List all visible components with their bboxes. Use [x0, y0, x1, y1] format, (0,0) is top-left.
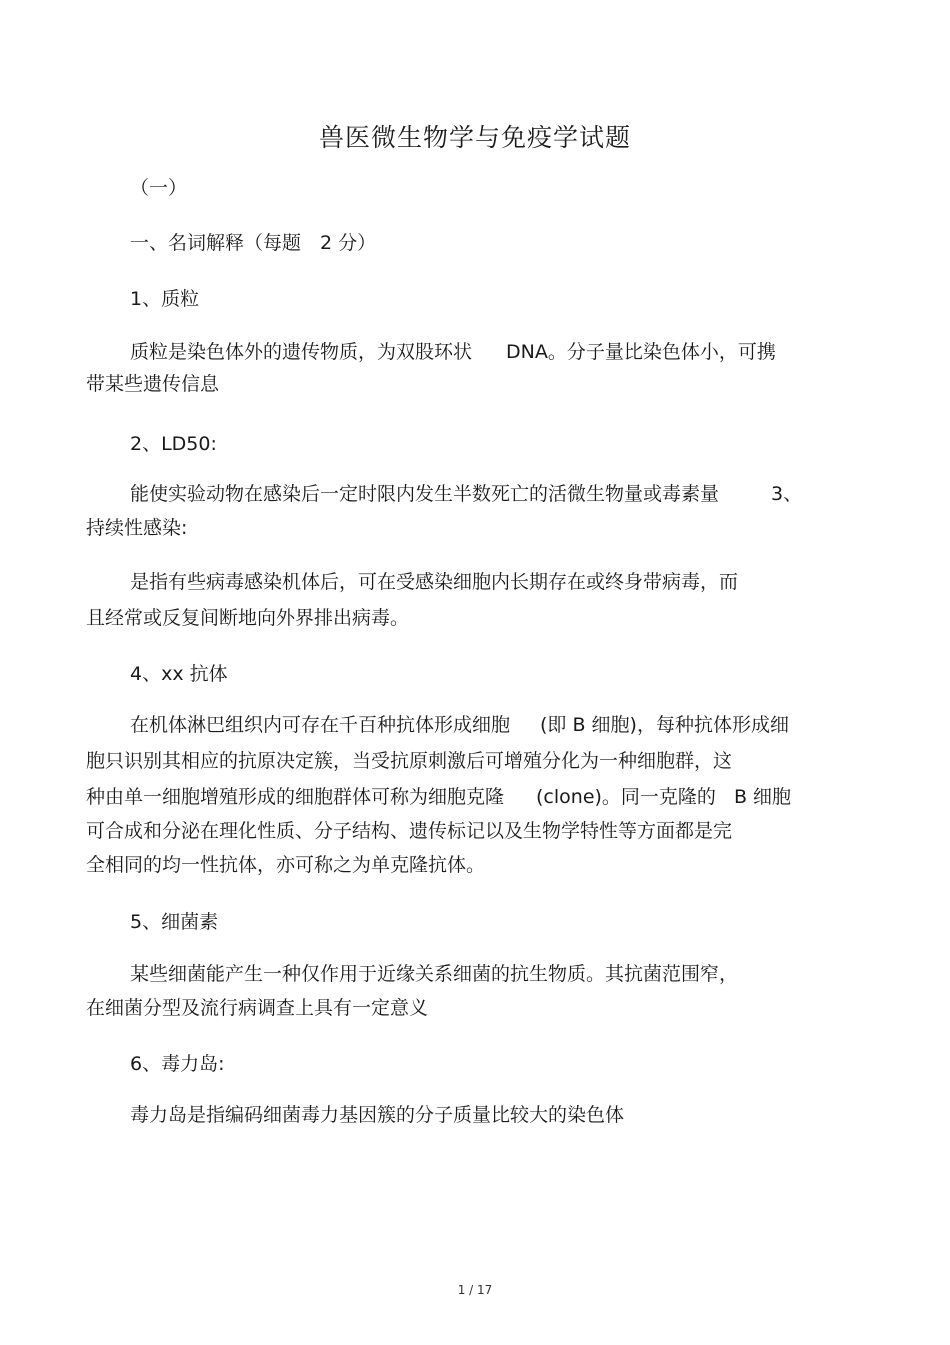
item-2-line-1-part-a: 能使实验动物在感染后一定时限内发生半数死亡的活微生物量或毒素量	[130, 483, 720, 505]
item-4-line-3-part-b: (clone)。同一克隆的	[536, 786, 716, 808]
item-heading-5: 5、细菌素	[130, 911, 219, 933]
item-2-line-1-part-b: 3、	[771, 483, 803, 505]
item-heading-2: 2、LD50:	[130, 433, 217, 455]
item-4-line-1	[130, 713, 789, 737]
item-1-line-1-part-a: 质粒是染色体外的遗传物质，为双股环状	[130, 341, 473, 363]
document-title: 兽医微生物学与免疫学试题	[318, 123, 631, 152]
item-4-line-3	[86, 785, 791, 809]
page-number: 1 / 17	[457, 1283, 493, 1297]
item-2-line-2: 持续性感染:	[86, 517, 188, 539]
item-5-line-2: 在细菌分型及流行病调查上具有一定意义	[86, 997, 429, 1019]
item-1-line-2: 带某些遗传信息	[86, 373, 220, 395]
item-3-line-2: 且经常或反复间断地向外界排出病毒。	[86, 607, 410, 629]
item-1-line-1	[130, 340, 776, 364]
item-1-line-1-part-b: DNA。分子量比染色体小，可携	[506, 341, 776, 363]
item-heading-4: 4、xx 抗体	[130, 663, 228, 685]
item-4-line-1-part-a: 在机体淋巴组织内可存在千百种抗体形成细胞	[130, 714, 511, 736]
item-3-line-1: 是指有些病毒感染机体后，可在受感染细胞内长期存在或终身带病毒，而	[130, 571, 739, 593]
item-4-line-3-part-c: B 细胞	[733, 786, 792, 808]
item-4-line-2: 胞只识别其相应的抗原决定簇，当受抗原刺激后可增殖分化为一种细胞群，这	[86, 750, 733, 772]
item-4-line-1-part-b: (即 B 细胞)，每种抗体形成细	[540, 714, 789, 736]
part-label: （一）	[130, 177, 188, 199]
item-4-line-5: 全相同的均一性抗体，亦可称之为单克隆抗体。	[86, 854, 486, 876]
item-5-line-1: 某些细菌能产生一种仅作用于近缘关系细菌的抗生物质。其抗菌范围窄，	[130, 963, 739, 985]
item-heading-1: 1、质粒	[130, 288, 200, 310]
item-4-line-4: 可合成和分泌在理化性质、分子结构、遗传标记以及生物学特性等方面都是完	[86, 820, 733, 842]
item-2-line-1	[130, 482, 802, 506]
section-heading: 一、名词解释（每题 2 分）	[130, 232, 377, 254]
item-heading-6: 6、毒力岛:	[130, 1053, 225, 1075]
item-4-line-3-part-a: 种由单一细胞增殖形成的细胞群体可称为细胞克隆	[86, 786, 505, 808]
item-6-line-1: 毒力岛是指编码细菌毒力基因簇的分子质量比较大的染色体	[130, 1104, 625, 1126]
